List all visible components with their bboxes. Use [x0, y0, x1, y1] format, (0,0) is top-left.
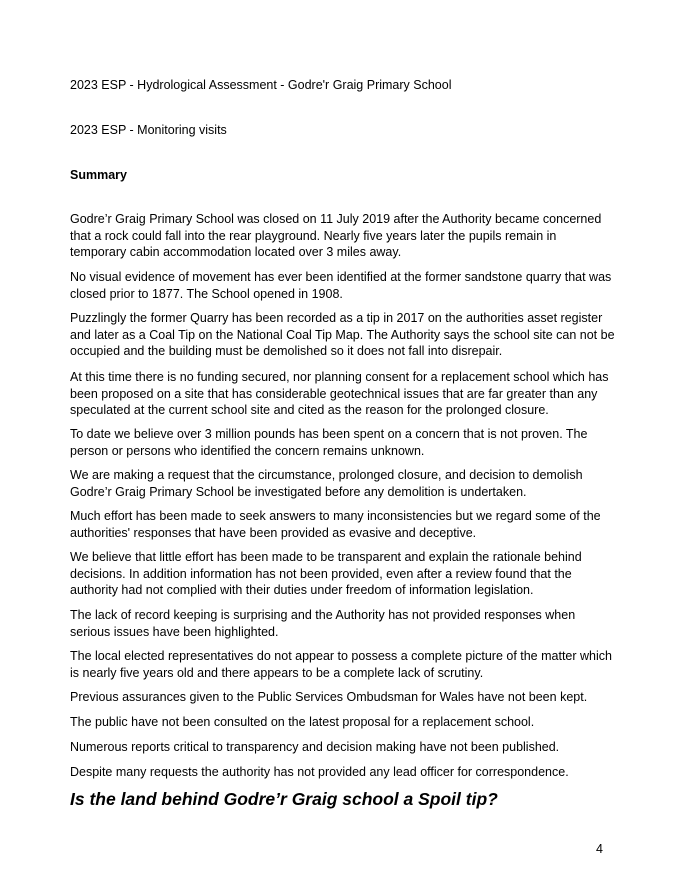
paragraph-ombudsman: Previous assurances given to the Public Services Ombudsman for Wales have not been kept.	[70, 690, 588, 704]
paragraph-transparency: We believe that little effort has been made to be transparent and explain the rationale behind decisions. In addition information has not been provided, even after a review found that the authority had not complied with their duties under freedom of information legislation.	[70, 550, 582, 597]
paragraph-request: We are making a request that the circumstance, prolonged closure, and decision to demolish Godre’r Graig Primary School be investigated before any demolition is undertaken.	[70, 468, 583, 499]
paragraph-cost: To date we believe over 3 million pounds has been spent on a concern that is not proven. The person or persons who identified the concern remains unknown.	[70, 427, 588, 458]
paragraph-record-keeping: The lack of record keeping is surprising and the Authority has not provided responses when serious issues have been highlighted.	[70, 608, 576, 639]
paragraph-consultation: The public have not been consulted on the latest proposal for a replacement school.	[70, 715, 535, 729]
summary-heading: Summary	[70, 168, 127, 182]
document-title-line: 2023 ESP - Hydrological Assessment - Godre'r Graig Primary School	[70, 78, 452, 92]
question-heading: Is the land behind Godre’r Graig school a Spoil tip?	[70, 789, 498, 809]
paragraph-effort: Much effort has been made to seek answers to many inconsistencies but we regard some of the authorities' responses that have been provided as evasive and deceptive.	[70, 509, 601, 540]
paragraph-funding: At this time there is no funding secured, nor planning consent for a replacement school which has been proposed on a site that has considerable geotechnical issues that are far greater than any speculated at the current school site and cited as the reason for the prolonged closure.	[70, 370, 609, 417]
paragraph-lead-officer: Despite many requests the authority has not provided any lead officer for correspondence.	[70, 765, 569, 779]
paragraph-no-evidence: No visual evidence of movement has ever been identified at the former sandstone quarry that was closed prior to 1877. The School opened in 1908.	[70, 270, 612, 301]
document-subtitle-line: 2023 ESP - Monitoring visits	[70, 123, 227, 137]
paragraph-representatives: The local elected representatives do not appear to possess a complete picture of the matter which is nearly five years old and there appears to be a complete lack of scrutiny.	[70, 649, 612, 680]
paragraph-reports: Numerous reports critical to transparency and decision making have not been published.	[70, 740, 560, 754]
page-number: 4	[596, 842, 603, 856]
paragraph-closure: Godre’r Graig Primary School was closed on 11 July 2019 after the Authority became concerned that a rock could fall into the rear playground. Nearly five years later the pupils remain in temporary cabin accommodation located over 3 miles away.	[70, 212, 602, 259]
paragraph-quarry-record: Puzzlingly the former Quarry has been recorded as a tip in 2017 on the authorities asset register and later as a Coal Tip on the National Coal Tip Map. The Authority says the school site can not be occupied and the building must be demolished so it does not fall into disrepair.	[70, 311, 615, 358]
